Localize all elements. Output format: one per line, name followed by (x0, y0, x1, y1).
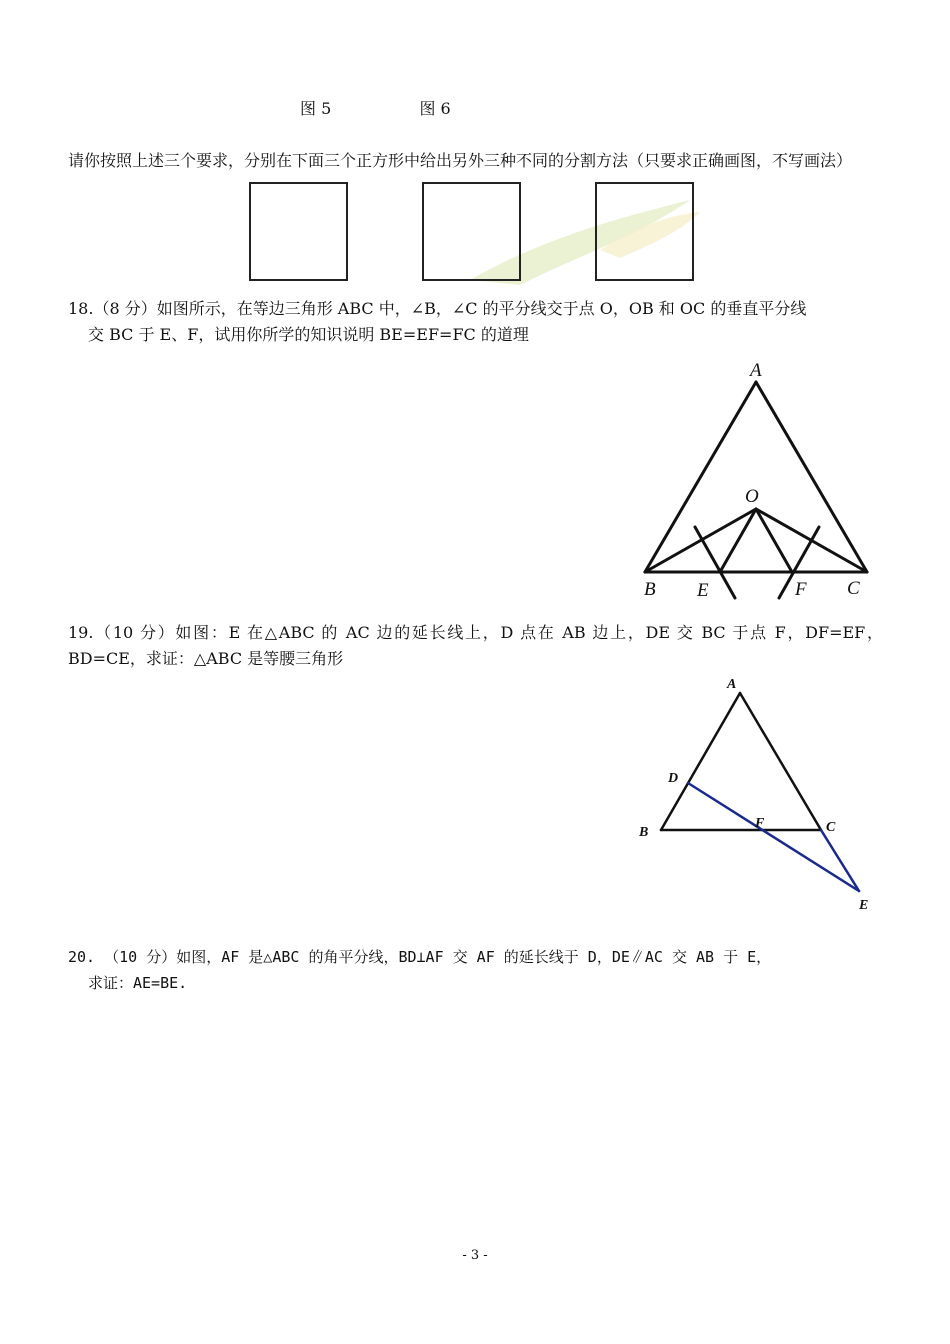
q19-extension-ce (821, 830, 859, 891)
page-number: - 3 - (462, 1248, 488, 1263)
q20-line2: 求证：AE=BE. (88, 974, 188, 992)
q18-line1: 18.（8 分）如图所示，在等边三角形 ABC 中，∠B，∠C 的平分线交于点 O，OB 和 OC 的垂直平分线 (68, 299, 807, 318)
q18-label-c: C (847, 578, 860, 599)
q19-label-e: E (859, 898, 869, 913)
q19-side-ac (740, 693, 821, 830)
q18-label-a: A (750, 360, 762, 381)
fig6-caption: 图 6 (419, 99, 451, 118)
q20-line1: 20. （10 分）如图，AF 是△ABC 的角平分线，BD⊥AF 交 AF 的延长线于 D，DE∥AC 交 AB 于 E， (68, 948, 772, 966)
q19-label-b: B (639, 825, 649, 840)
q19-text: 19.（10 分）如图：E 在△ABC 的 AC 边的延长线上，D 点在 AB 边上，DE 交 BC 于点 F，DF=EF，BD=CE，求证：△ABC 是等腰三角形 (68, 623, 883, 668)
q19-segment-de (688, 783, 859, 891)
q18-label-f: F (795, 579, 807, 600)
q18-label-e: E (697, 580, 709, 601)
q19-label-c: C (826, 820, 836, 835)
fig5-caption: 图 5 (300, 99, 332, 118)
q18-label-b: B (644, 579, 656, 600)
q19-label-f: F (755, 816, 765, 831)
q18-label-o: O (745, 486, 759, 507)
question-20 (68, 944, 883, 996)
q19-label-a: A (727, 677, 737, 692)
q19-label-d: D (668, 771, 679, 786)
instruction-text: 请你按照上述三个要求，分别在下面三个正方形中给出另外三种不同的分割方法（只要求正确画图，不写画法） (68, 151, 853, 170)
q18-line2: 交 BC 于 E、F，试用你所学的知识说明 BE=EF=FC 的道理 (88, 325, 529, 344)
